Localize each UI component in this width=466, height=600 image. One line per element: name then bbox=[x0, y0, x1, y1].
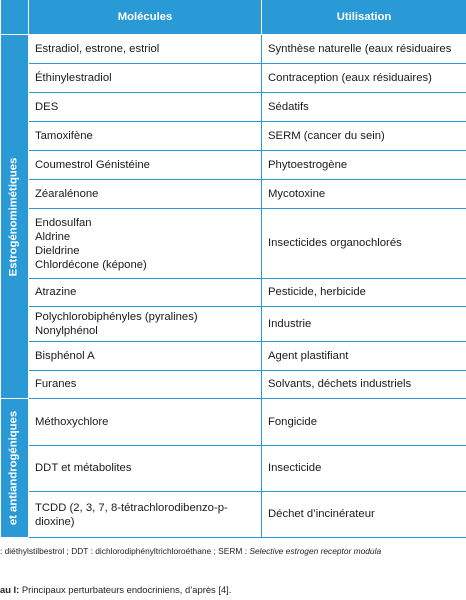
usage-cell: Phytoestrogène bbox=[262, 151, 466, 180]
usage-cell: Mycotoxine bbox=[262, 180, 466, 209]
molecule-cell: DDT et métabolites bbox=[29, 446, 262, 492]
usage-cell: Pesticide, herbicide bbox=[262, 279, 466, 307]
molecule-cell: Coumestrol Génistéine bbox=[29, 151, 262, 180]
molecule-cell: Estradiol, estrone, estriol bbox=[29, 35, 262, 64]
molecule-cell: Méthoxychlore bbox=[29, 399, 262, 446]
molecule-line: Aldrine bbox=[35, 230, 71, 243]
molecule-line: Nonylphénol bbox=[35, 325, 98, 337]
molecule-line: TCDD (2, 3, 7, 8-tétrachlorodibenzo-p- bbox=[35, 501, 228, 514]
molecule-cell bbox=[29, 307, 262, 342]
molecule-cell bbox=[29, 492, 262, 538]
table-row bbox=[1, 492, 466, 538]
group-label-text: et antiandrogéniques bbox=[7, 410, 20, 526]
table-row bbox=[1, 209, 466, 279]
table-row bbox=[1, 64, 466, 93]
molecule-cell bbox=[29, 209, 262, 279]
footnote-text: : diéthylstilbestrol ; DDT : dichlorodiphényltrichloroéthane ; SERM : bbox=[0, 546, 250, 556]
caption-label: au I: bbox=[0, 584, 20, 595]
molecule-cell: Atrazine bbox=[29, 279, 262, 307]
group-label-estrogenomimetiques bbox=[1, 35, 29, 399]
table-row bbox=[1, 342, 466, 371]
usage-cell: Insecticides organochlorés bbox=[262, 209, 466, 279]
molecule-line: Chlordécone (képone) bbox=[35, 258, 147, 271]
usage-cell: Insecticide bbox=[262, 446, 466, 492]
usage-cell: Synthèse naturelle (eaux résiduaires bbox=[262, 35, 466, 64]
usage-cell: Agent plastifiant bbox=[262, 342, 466, 371]
table-footnote bbox=[0, 546, 466, 556]
molecule-cell: Éthinylestradiol bbox=[29, 64, 262, 93]
molecule-cell: Zéaralénone bbox=[29, 180, 262, 209]
caption-text: Principaux perturbateurs endocriniens, d’après [4]. bbox=[19, 584, 232, 595]
table-caption bbox=[0, 584, 466, 595]
column-header-utilisation: Utilisation bbox=[262, 0, 466, 35]
molecule-cell: DES bbox=[29, 93, 262, 122]
group-column-header bbox=[1, 0, 29, 35]
usage-cell: SERM (cancer du sein) bbox=[262, 122, 466, 151]
usage-cell: Déchet d’incinérateur bbox=[262, 492, 466, 538]
group-label-antiandrogeniques bbox=[1, 399, 29, 538]
molecule-cell: Bisphénol A bbox=[29, 342, 262, 371]
table-row bbox=[1, 122, 466, 151]
molecule-line: Polychlorobiphényles (pyralines) bbox=[35, 311, 198, 323]
molecule-cell: Tamoxifène bbox=[29, 122, 262, 151]
usage-cell: Solvants, déchets industriels bbox=[262, 371, 466, 399]
molecule-cell: Furanes bbox=[29, 371, 262, 399]
usage-cell: Sédatifs bbox=[262, 93, 466, 122]
molecule-line: Dieldrine bbox=[35, 244, 80, 257]
table-row bbox=[1, 371, 466, 399]
usage-cell: Fongicide bbox=[262, 399, 466, 446]
usage-cell: Industrie bbox=[262, 307, 466, 342]
footnote-italic-text: Selective estrogen receptor modula bbox=[249, 546, 382, 556]
table-row bbox=[1, 307, 466, 342]
table-row bbox=[1, 35, 466, 64]
column-header-molecules: Molécules bbox=[29, 0, 262, 35]
table-header-row bbox=[1, 0, 466, 35]
table-row bbox=[1, 180, 466, 209]
usage-cell: Contraception (eaux résiduaires) bbox=[262, 64, 466, 93]
table-row bbox=[1, 279, 466, 307]
table-row bbox=[1, 93, 466, 122]
group-label-text: Estrogénomimétiques bbox=[7, 157, 20, 276]
table-row bbox=[1, 151, 466, 180]
molecule-line: Endosulfan bbox=[35, 216, 92, 229]
table-row bbox=[1, 399, 466, 446]
table-row bbox=[1, 446, 466, 492]
molecule-line: dioxine) bbox=[35, 515, 75, 528]
